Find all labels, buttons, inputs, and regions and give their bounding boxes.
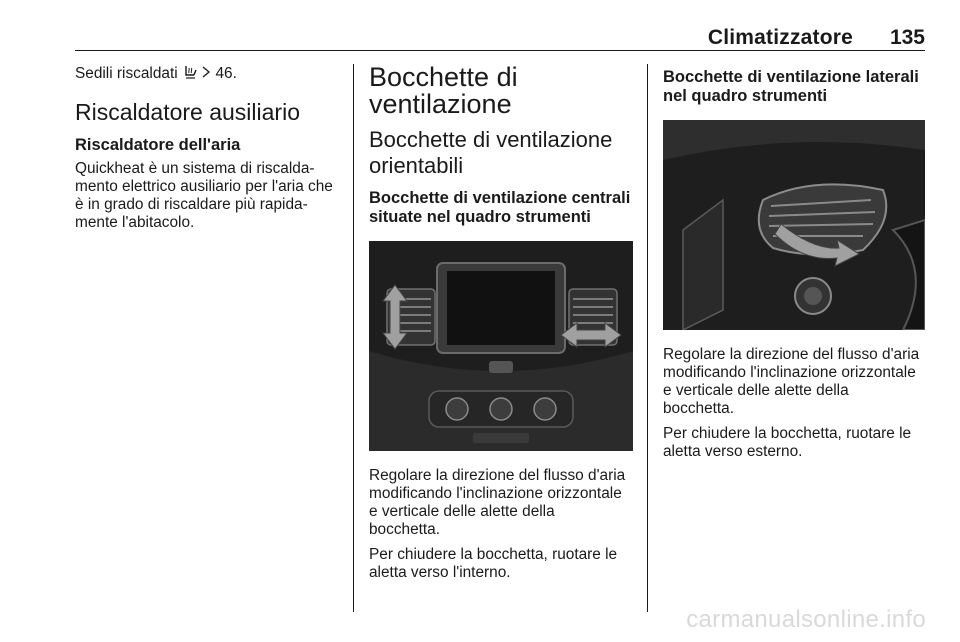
- title-line: Bocchette di: [369, 62, 518, 92]
- text-line: mente l'abitacolo.: [75, 214, 195, 231]
- seat-reference-text: Sedili riscaldati: [75, 65, 178, 82]
- column-divider-1: [353, 64, 354, 612]
- text-line: modificando l'inclinazione orizzontale: [369, 485, 622, 502]
- central-vents-paragraph-1: [369, 467, 633, 539]
- column-divider-2: [647, 64, 648, 612]
- text-line: mento elettrico ausiliario per l'aria che: [75, 178, 333, 195]
- subsection-title-aria: Riscaldatore dell'aria: [75, 136, 241, 154]
- page-number: 135: [889, 26, 925, 49]
- text-line: bocchetta.: [369, 521, 441, 538]
- section-title-bocchette: [369, 64, 633, 118]
- section-title-riscaldatore: Riscaldatore ausiliario: [75, 99, 300, 125]
- column-1: [75, 64, 347, 232]
- text-line: Quickheat è un sistema di riscalda-: [75, 160, 315, 177]
- subtitle-line: Bocchette di ventilazione centrali: [369, 189, 631, 207]
- chapter-title: Climatizzatore: [707, 26, 853, 49]
- text-line: Regolare la direzione del flusso d'aria: [663, 346, 920, 363]
- text-line: modificando l'inclinazione orizzontale: [663, 364, 916, 381]
- text-line: Per chiudere la bocchetta, ruotare le: [663, 425, 912, 442]
- text-line: e verticale delle alette della: [663, 382, 849, 399]
- subtitle-line: Bocchette di ventilazione: [369, 127, 613, 152]
- seat-reference-page: 46.: [215, 65, 237, 82]
- text-line: aletta verso l'interno.: [369, 564, 511, 581]
- text-line: e verticale delle alette della: [369, 503, 555, 520]
- side-vents-paragraph-2: [663, 425, 925, 461]
- watermark-text: carmanualsonline.info: [686, 606, 926, 633]
- side-vents-illustration: [663, 120, 925, 330]
- heated-seat-icon: [182, 64, 198, 80]
- text-line: bocchetta.: [663, 400, 735, 417]
- subsection-title-laterali: [663, 68, 925, 106]
- page-reference-arrow-icon: [202, 65, 211, 83]
- column-2: [369, 64, 633, 582]
- central-vents-paragraph-2: [369, 546, 633, 582]
- title-line: ventilazione: [369, 89, 512, 119]
- subsection-title-centrali: [369, 189, 633, 227]
- text-line: Per chiudere la bocchetta, ruotare le: [369, 546, 618, 563]
- text-line: aletta verso esterno.: [663, 443, 803, 460]
- subsection-title-orientabili: [369, 127, 633, 179]
- subtitle-line: situate nel quadro strumenti: [369, 208, 591, 226]
- side-vents-paragraph-1: [663, 346, 925, 418]
- page-header: [75, 26, 925, 51]
- subtitle-line: orientabili: [369, 153, 464, 178]
- subtitle-line: Bocchette di ventilazione laterali: [663, 68, 919, 86]
- central-vents-illustration: [369, 241, 633, 451]
- seat-reference: [75, 64, 347, 83]
- text-line: Regolare la direzione del flusso d'aria: [369, 467, 626, 484]
- column-3: [663, 64, 925, 461]
- subtitle-line: nel quadro strumenti: [663, 87, 828, 105]
- text-line: è in grado di riscaldare più rapida-: [75, 196, 308, 213]
- quickheat-paragraph: [75, 160, 347, 232]
